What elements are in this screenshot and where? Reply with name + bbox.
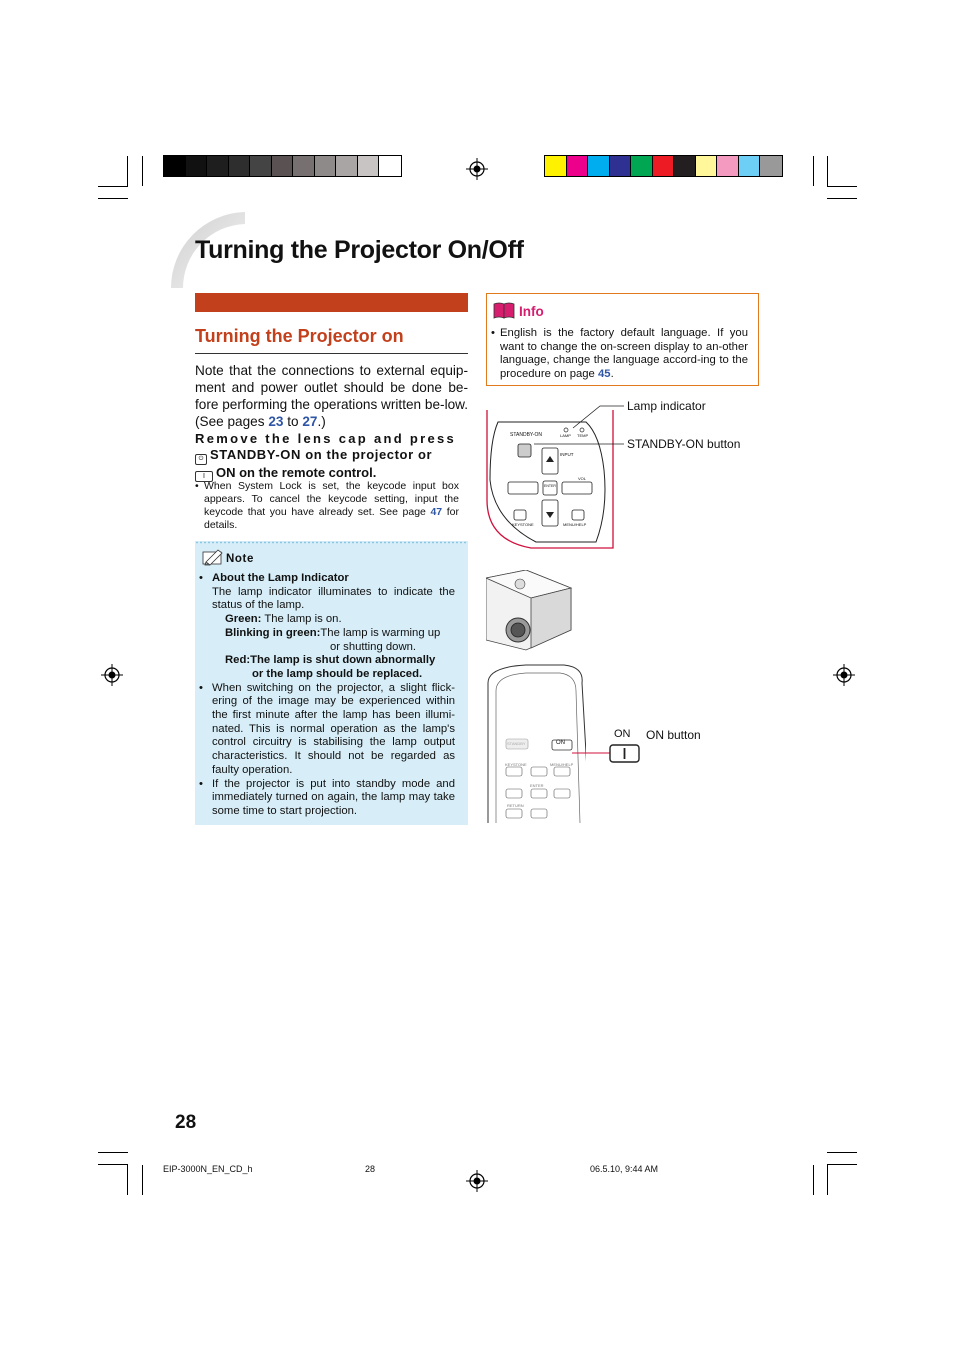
crop-mark: [827, 156, 828, 186]
footer-page: 28: [365, 1164, 376, 1174]
registration-mark-icon: [833, 664, 855, 686]
on-button-label: ON button: [646, 728, 701, 742]
crop-mark: [827, 1165, 828, 1195]
calibration-swatch: [588, 156, 610, 176]
page-link-27[interactable]: 27: [302, 414, 318, 429]
crop-mark: [827, 1152, 857, 1153]
panel-menu-label: MENU/HELP: [563, 522, 587, 527]
remote-on-label: ON: [556, 740, 565, 746]
standby-button-icon: ⏻: [195, 454, 207, 465]
list-item: • When switching on the projector, a slight flick-ering of the image may be experienced within the first minute after the lamp has been illumi-nated. This is normal operation as the lamp's control circuitry is stabilising the lamp output characteristics. It should not be regarded as faulty operation.: [199, 681, 455, 776]
remote-on-callout: [570, 737, 642, 767]
remote-keystone-label: KEYSTONE: [505, 762, 527, 767]
page-link-23[interactable]: 23: [268, 414, 284, 429]
calibration-swatch: [696, 156, 718, 176]
system-lock-note: • When System Lock is set, the keycode input box appears. To cancel the keycode setting, input the keycode that you have already set. See page 47 for details.: [195, 480, 460, 531]
calibration-swatch: [760, 156, 782, 176]
panel-standby-label: STANDBY-ON: [510, 432, 542, 438]
calibration-swatch: [207, 156, 229, 176]
calibration-swatch: [358, 156, 380, 176]
calibration-swatch: [336, 156, 358, 176]
calibration-swatch: [674, 156, 696, 176]
section-bar: [195, 293, 468, 312]
footer-date: 06.5.10, 9:44 AM: [590, 1164, 659, 1174]
note-box: [195, 541, 468, 825]
on-text: ON: [614, 728, 631, 740]
calibration-swatch: [272, 156, 294, 176]
registration-mark-icon: [466, 158, 488, 180]
color-calibration-bar: [544, 155, 783, 177]
remote-standby-label: STANDBY: [507, 741, 526, 746]
calibration-swatch: [545, 156, 567, 176]
panel-lamp-label: LAMP: [560, 433, 571, 438]
crop-mark: [98, 186, 128, 187]
calibration-swatch: [293, 156, 315, 176]
remote-enter-label: ENTER: [530, 783, 544, 788]
calibration-swatch: [610, 156, 632, 176]
crop-mark: [127, 156, 128, 186]
projector-illustration: [486, 570, 576, 660]
crop-mark: [98, 1152, 128, 1153]
crop-mark: [813, 1165, 814, 1195]
panel-temp-label: TEMP: [577, 433, 589, 438]
lamp-indicator-label: Lamp indicator: [627, 399, 706, 413]
on-button-icon: I: [195, 471, 213, 482]
footer-filename: EIP-3000N_EN_CD_h: [163, 1164, 253, 1174]
calibration-swatch: [567, 156, 589, 176]
remote-return-label: RETURN: [507, 803, 524, 808]
list-item: • About the Lamp Indicator The lamp indicator illuminates to indicate the status of the lamp. Green: The lamp is on. Blinking in green:The lamp is warming up or shutting down. Red:The lamp is shut down abnormally or the lamp should be replaced.: [199, 572, 455, 680]
intro-paragraph: Note that the connections to external equip-ment and power outlet should be done be-fore performing the operations written be-low. (See pages 23 to 27.): [195, 363, 468, 429]
callout-lines: [520, 395, 630, 455]
pencil-note-icon: [202, 548, 226, 566]
standby-on-button-label: STANDBY-ON button: [627, 437, 741, 451]
crop-mark: [142, 156, 143, 186]
info-box: [486, 293, 759, 386]
page-number: 28: [175, 1112, 197, 1133]
remote-menu-label: MENU/HELP: [550, 762, 574, 767]
calibration-swatch: [250, 156, 272, 176]
panel-enter-label: ENTER: [544, 484, 556, 488]
page-link-45[interactable]: 45: [597, 368, 611, 381]
gray-calibration-bar: [163, 155, 402, 177]
calibration-swatch: [717, 156, 739, 176]
page-link-47[interactable]: 47: [430, 506, 443, 518]
page-title: Turning the Projector On/Off: [195, 236, 524, 264]
book-info-icon: [493, 301, 515, 319]
calibration-swatch: [739, 156, 761, 176]
panel-keystone-label: KEYSTONE: [512, 522, 534, 527]
crop-mark: [98, 1164, 128, 1165]
crop-mark: [127, 1165, 128, 1195]
crop-mark: [142, 1165, 143, 1195]
registration-mark-icon: [101, 664, 123, 686]
calibration-swatch: [164, 156, 186, 176]
calibration-swatch: [186, 156, 208, 176]
calibration-swatch: [229, 156, 251, 176]
calibration-swatch: [315, 156, 337, 176]
panel-vol-label: VOL: [578, 476, 587, 481]
crop-mark: [827, 1164, 857, 1165]
calibration-swatch: [653, 156, 675, 176]
crop-mark: [813, 156, 814, 186]
calibration-swatch: [379, 156, 401, 176]
crop-mark: [827, 186, 857, 187]
panel-input-label: INPUT: [560, 452, 574, 457]
crop-mark: [827, 198, 857, 199]
crop-mark: [98, 198, 128, 199]
info-text: • English is the factory default language. If you want to change the on-screen display to an-other language, change the language accord-ing to the procedure on page 45.: [491, 327, 748, 381]
section-heading: Turning the Projector on: [195, 326, 404, 346]
calibration-swatch: [631, 156, 653, 176]
info-title: Info: [519, 304, 544, 319]
note-title: Note: [226, 553, 254, 565]
registration-mark-icon: [466, 1170, 488, 1192]
instruction-text: Remove the lens cap and press ⏻ STANDBY-ON on the projector or I ON on the remote control.: [195, 431, 457, 480]
list-item: • If the projector is put into standby mode and immediately turned on again, the lamp may take some time to start projection.: [199, 777, 455, 817]
section-rule: [195, 353, 468, 354]
